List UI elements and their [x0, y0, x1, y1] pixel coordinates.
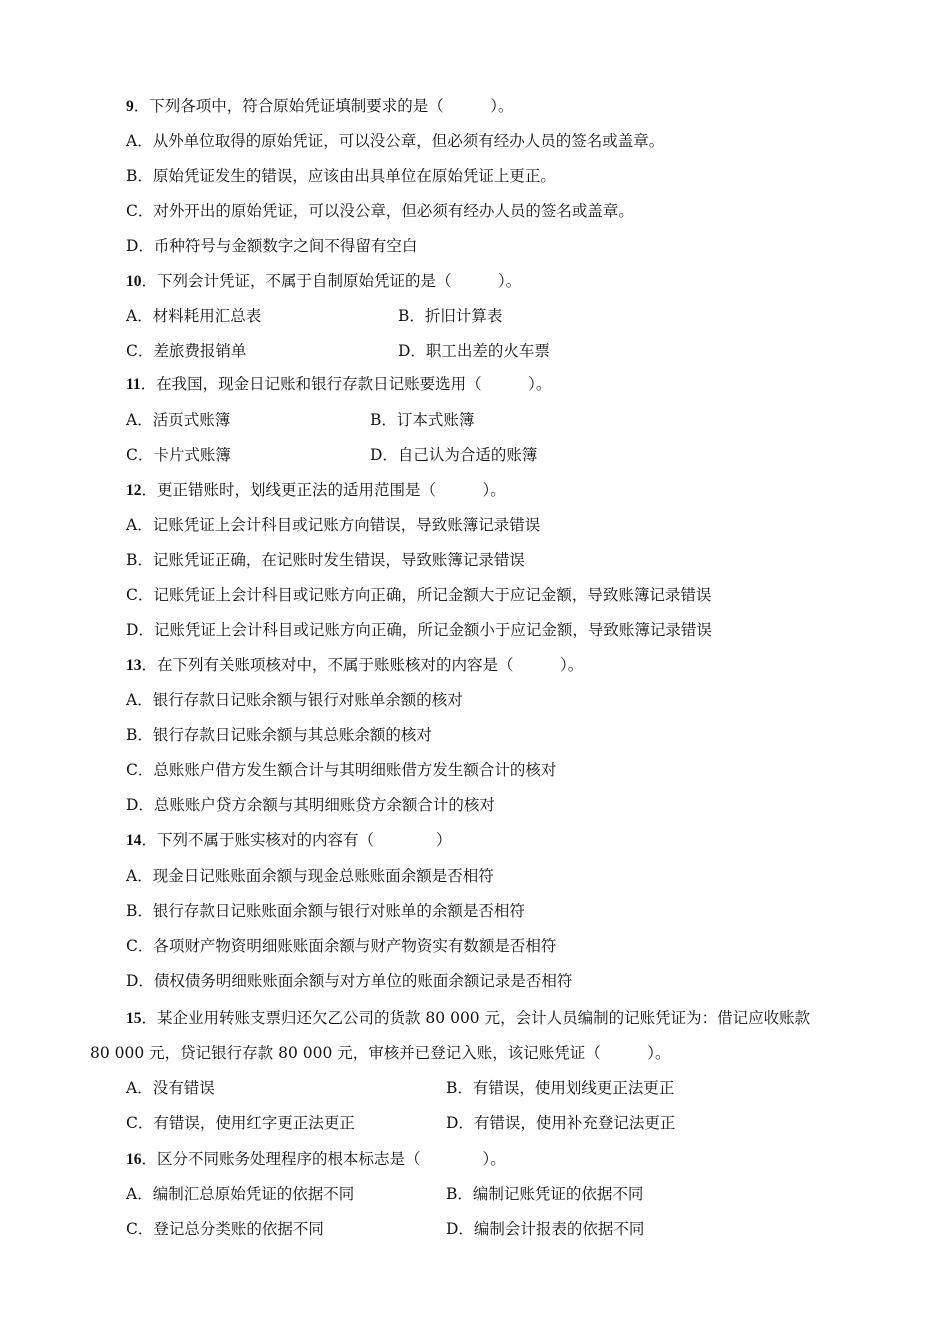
question-number: 13 [126, 657, 142, 674]
option-c: C．卡片式账簿 [126, 446, 231, 464]
option-a: A．材料耗用汇总表 [126, 307, 262, 325]
question-text: ．某企业用转账支票归还欠乙公司的货款 80 000 元，会计人员编制的记账凭证为：借记应收账款 [141, 1009, 811, 1027]
option-d: D．债权债务明细账账面余额与对方单位的账面余额记录是否相符 [126, 972, 573, 990]
option-b: B．编制记账凭证的依据不同 [446, 1185, 644, 1203]
option-a: A．活页式账簿 [126, 411, 231, 429]
option-b: B．折旧计算表 [398, 307, 503, 325]
question-text: ．更正错账时，划线更正法的适用范围是（ ）。 [141, 481, 506, 499]
option-b: B．银行存款日记账余额与其总账余额的核对 [126, 726, 432, 744]
option-c: C．对外开出的原始凭证，可以没公章，但必须有经办人员的签名或盖章。 [126, 202, 634, 220]
question-13-stem [126, 655, 583, 676]
option-c: C．记账凭证上会计科目或记账方向正确，所记金额大于应记金额，导致账簿记录错误 [126, 586, 712, 604]
question-text: ．区分不同账务处理程序的根本标志是（ ）。 [141, 1150, 506, 1168]
option-b: B．记账凭证正确，在记账时发生错误，导致账簿记录错误 [126, 551, 525, 569]
option-d: D．有错误，使用补充登记法更正 [446, 1114, 676, 1132]
option-a: A．记账凭证上会计科目或记账方向错误，导致账簿记录错误 [126, 516, 541, 534]
question-text: ．下列会计凭证，不属于自制原始凭证的是（ ）。 [141, 272, 522, 290]
option-c: C．登记总分类账的依据不同 [126, 1220, 324, 1238]
question-text: ．下列不属于账实核对的内容有（ ） [141, 831, 452, 849]
question-11-stem [126, 374, 551, 395]
question-15-stem [126, 1008, 810, 1029]
question-15-stem-continued: 80 000 元，贷记银行存款 80 000 元，审核并已登记入账，该记账凭证（ ）。 [90, 1044, 671, 1062]
question-number: 9 [126, 98, 134, 115]
question-number: 16 [126, 1151, 142, 1168]
option-d: D．职工出差的火车票 [398, 342, 550, 360]
option-d: D．编制会计报表的依据不同 [446, 1220, 645, 1238]
option-a: A．编制汇总原始凭证的依据不同 [126, 1185, 355, 1203]
option-d: D．币种符号与金额数字之间不得留有空白 [126, 237, 418, 255]
option-a: A．从外单位取得的原始凭证，可以没公章，但必须有经办人员的签名或盖章。 [126, 132, 665, 150]
option-c: C．有错误，使用红字更正法更正 [126, 1114, 355, 1132]
option-b: B．原始凭证发生的错误，应该由出具单位在原始凭证上更正。 [126, 167, 556, 185]
question-number: 12 [126, 482, 142, 499]
question-number: 11 [126, 376, 141, 393]
option-b: B．银行存款日记账账面余额与银行对账单的余额是否相符 [126, 902, 525, 920]
option-c: C．总账账户借方发生额合计与其明细账借方发生额合计的核对 [126, 761, 557, 779]
option-c: C．各项财产物资明细账账面余额与财产物资实有数额是否相符 [126, 937, 557, 955]
option-b: B．订本式账簿 [370, 411, 475, 429]
option-a: A．银行存款日记账余额与银行对账单余额的核对 [126, 691, 463, 709]
question-text: ．在下列有关账项核对中，不属于账账核对的内容是（ ）。 [141, 656, 584, 674]
option-d: D．自己认为合适的账簿 [370, 446, 538, 464]
question-text: ．下列各项中，符合原始凭证填制要求的是（ ）。 [133, 97, 514, 115]
question-number: 14 [126, 832, 142, 849]
question-9-stem [126, 96, 514, 117]
question-14-stem [126, 830, 452, 851]
question-text: ．在我国，现金日记账和银行存款日记账要选用（ ）。 [140, 375, 552, 393]
question-16-stem [126, 1149, 506, 1170]
question-number: 15 [126, 1010, 142, 1027]
option-d: D．总账账户贷方余额与其明细账贷方余额合计的核对 [126, 796, 495, 814]
question-12-stem [126, 480, 506, 501]
option-d: D．记账凭证上会计科目或记账方向正确，所记金额小于应记金额，导致账簿记录错误 [126, 621, 712, 639]
question-10-stem [126, 271, 521, 292]
option-c: C．差旅费报销单 [126, 342, 247, 360]
option-a: A．没有错误 [126, 1079, 215, 1097]
option-a: A．现金日记账账面余额与现金总账账面余额是否相符 [126, 867, 494, 885]
question-number: 10 [126, 273, 142, 290]
option-b: B．有错误，使用划线更正法更正 [446, 1079, 675, 1097]
